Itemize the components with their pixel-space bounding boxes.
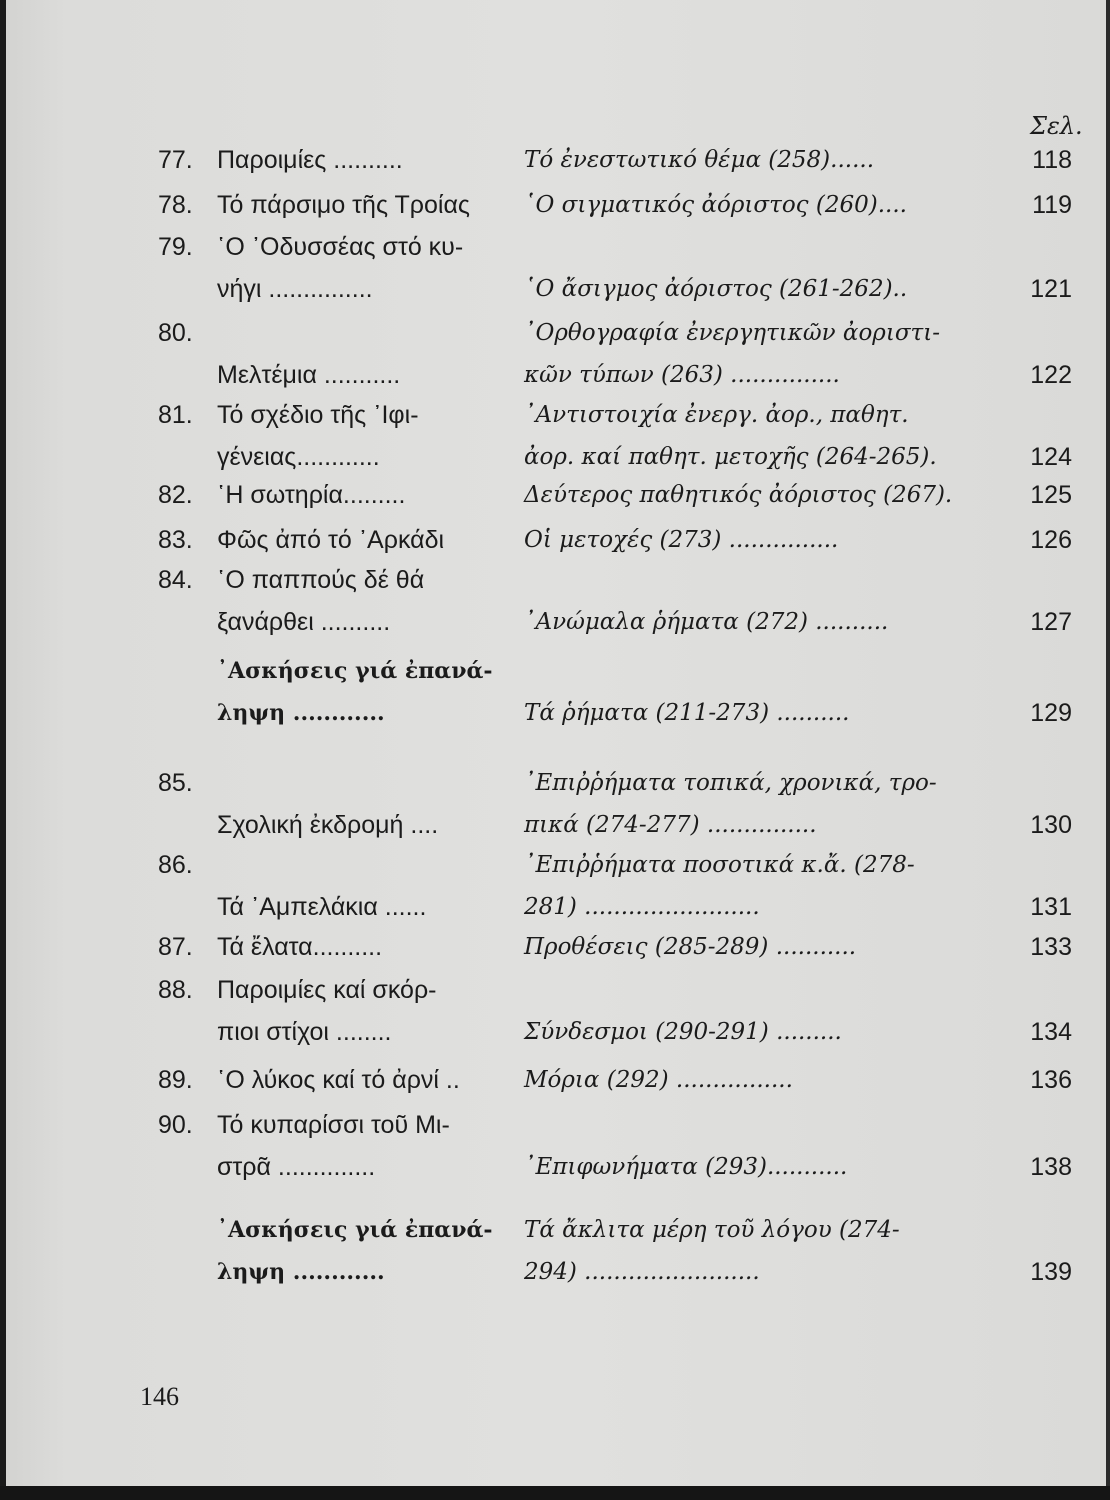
entry-page-number: 136 xyxy=(1030,1066,1072,1094)
entry-page-number: 118 xyxy=(1032,146,1072,174)
entry-number: 86. xyxy=(158,851,193,879)
entry-number: 90. xyxy=(158,1111,193,1139)
left-edge xyxy=(0,0,6,1500)
grammar-topic-line: 281) ........................ xyxy=(524,894,760,920)
entry-title-line: στρᾶ .............. xyxy=(217,1153,376,1181)
entry-page-number: 130 xyxy=(1030,811,1072,839)
entry-title-line: Τά ᾿Αμπελάκια ...... xyxy=(217,893,427,921)
grammar-topic-line: ῾Ο σιγματικός ἀόριστος (260).... xyxy=(524,192,907,218)
entry-title-line: Τό σχέδιο τῆς ᾿Ιφι- xyxy=(217,401,419,429)
entry-title-line: ᾿Ασκήσεις γιά ἐπανά- xyxy=(217,1217,493,1243)
grammar-topic-line: Τό ἐνεστωτικό θέμα (258)...... xyxy=(524,147,875,173)
page-number: 146 xyxy=(140,1382,179,1411)
grammar-topic-line: Οἱ μετοχές (273) ............... xyxy=(524,527,839,553)
entry-title-line: Τό πάρσιμο τῆς Τροίας xyxy=(217,191,470,219)
entry-title-line: ῾Ο λύκος καί τό ἀρνί .. xyxy=(217,1066,460,1094)
entry-number: 84. xyxy=(158,566,193,594)
entry-number: 87. xyxy=(158,933,193,961)
entry-number: 83. xyxy=(158,526,193,554)
entry-page-number: 127 xyxy=(1030,608,1072,636)
entry-title-line: Τό κυπαρίσσι τοῦ Μι- xyxy=(217,1111,450,1139)
entry-title-line: νήγι ............... xyxy=(217,275,373,303)
page-column-header: Σελ. xyxy=(1030,112,1083,140)
grammar-topic-line: πικά (274-277) ............... xyxy=(524,812,817,838)
entry-title-line: ῾Η σωτηρία......... xyxy=(217,481,406,509)
grammar-topic-line: ῾Ο ἄσιγμος ἀόριστος (261-262).. xyxy=(524,276,908,302)
entry-page-number: 138 xyxy=(1030,1153,1072,1181)
entry-title-line: ᾿Ασκήσεις γιά ἐπανά- xyxy=(217,658,493,684)
entry-title-line: Μελτέμια ........... xyxy=(217,361,401,389)
entry-title-line: ξανάρθει .......... xyxy=(217,608,391,636)
entry-page-number: 125 xyxy=(1030,481,1072,509)
entry-title-line: Φῶς ἀπό τό ᾿Αρκάδι xyxy=(217,526,445,554)
grammar-topic-line: 294) ........................ xyxy=(524,1259,760,1285)
grammar-topic-line: Δεύτερος παθητικός ἀόριστος (267). xyxy=(524,482,953,508)
entry-page-number: 121 xyxy=(1030,275,1072,303)
bottom-edge xyxy=(0,1486,1110,1500)
entry-page-number: 129 xyxy=(1030,699,1072,727)
grammar-topic-line: Τά ῥήματα (211-273) .......... xyxy=(524,700,850,726)
grammar-topic-line: Τά ἄκλιτα μέρη τοῦ λόγου (274- xyxy=(524,1217,900,1243)
entry-title-line: πιοι στίχοι ........ xyxy=(217,1018,392,1046)
entry-title-line: γένειας............ xyxy=(217,443,380,471)
entry-page-number: 139 xyxy=(1030,1258,1072,1286)
entry-number: 81. xyxy=(158,401,193,429)
entry-number: 89. xyxy=(158,1066,193,1094)
entry-number: 78. xyxy=(158,191,193,219)
grammar-topic-line: Μόρια (292) ................ xyxy=(524,1067,793,1093)
right-edge xyxy=(1106,0,1110,1500)
entry-title-line: Παροιμίες καί σκόρ- xyxy=(217,976,437,1004)
entry-page-number: 119 xyxy=(1032,191,1072,219)
entry-page-number: 122 xyxy=(1030,361,1072,389)
entry-page-number: 134 xyxy=(1030,1018,1072,1046)
entry-number: 77. xyxy=(158,146,193,174)
entry-title-line: Τά ἔλατα.......... xyxy=(217,933,383,961)
grammar-topic-line: Προθέσεις (285-289) ........... xyxy=(524,934,857,960)
grammar-topic-line: ᾿Επιῤῥήματα ποσοτικά κ.ἄ. (278- xyxy=(524,852,915,878)
entry-title-line: Σχολική ἐκδρομή .... xyxy=(217,811,439,839)
grammar-topic-line: κῶν τύπων (263) ............... xyxy=(524,362,840,388)
entry-title-line: ῾Ο ᾿Οδυσσέας στό κυ- xyxy=(217,233,464,261)
entry-page-number: 126 xyxy=(1030,526,1072,554)
entry-number: 85. xyxy=(158,769,193,797)
entry-page-number: 131 xyxy=(1030,893,1072,921)
entry-title-line: ῾Ο παππούς δέ θά xyxy=(217,566,425,594)
entry-title-line: Παροιμίες .......... xyxy=(217,146,403,174)
entry-title-line: ληψη ............ xyxy=(217,1259,385,1285)
grammar-topic-line: ᾿Αντιστοιχία ἐνεργ. ἀορ., παθητ. xyxy=(524,402,909,428)
grammar-topic-line: ᾿Ανώμαλα ῥήματα (272) .......... xyxy=(524,609,889,635)
grammar-topic-line: ἀορ. καί παθητ. μετοχῆς (264-265). xyxy=(524,444,937,470)
grammar-topic-line: Σύνδεσμοι (290-291) ......... xyxy=(524,1019,842,1045)
grammar-topic-line: ᾿Ορθογραφία ἐνεργητικῶν ἀοριστι- xyxy=(524,320,941,346)
entry-number: 88. xyxy=(158,976,193,1004)
grammar-topic-line: ᾿Επιφωνήματα (293)........... xyxy=(524,1154,848,1180)
entry-title-line: ληψη ............ xyxy=(217,700,385,726)
entry-page-number: 124 xyxy=(1030,443,1072,471)
entry-page-number: 133 xyxy=(1030,933,1072,961)
entry-number: 79. xyxy=(158,233,193,261)
entry-number: 80. xyxy=(158,319,193,347)
grammar-topic-line: ᾿Επιῤῥήματα τοπικά, χρονικά, τρο- xyxy=(524,770,937,796)
entry-number: 82. xyxy=(158,481,193,509)
